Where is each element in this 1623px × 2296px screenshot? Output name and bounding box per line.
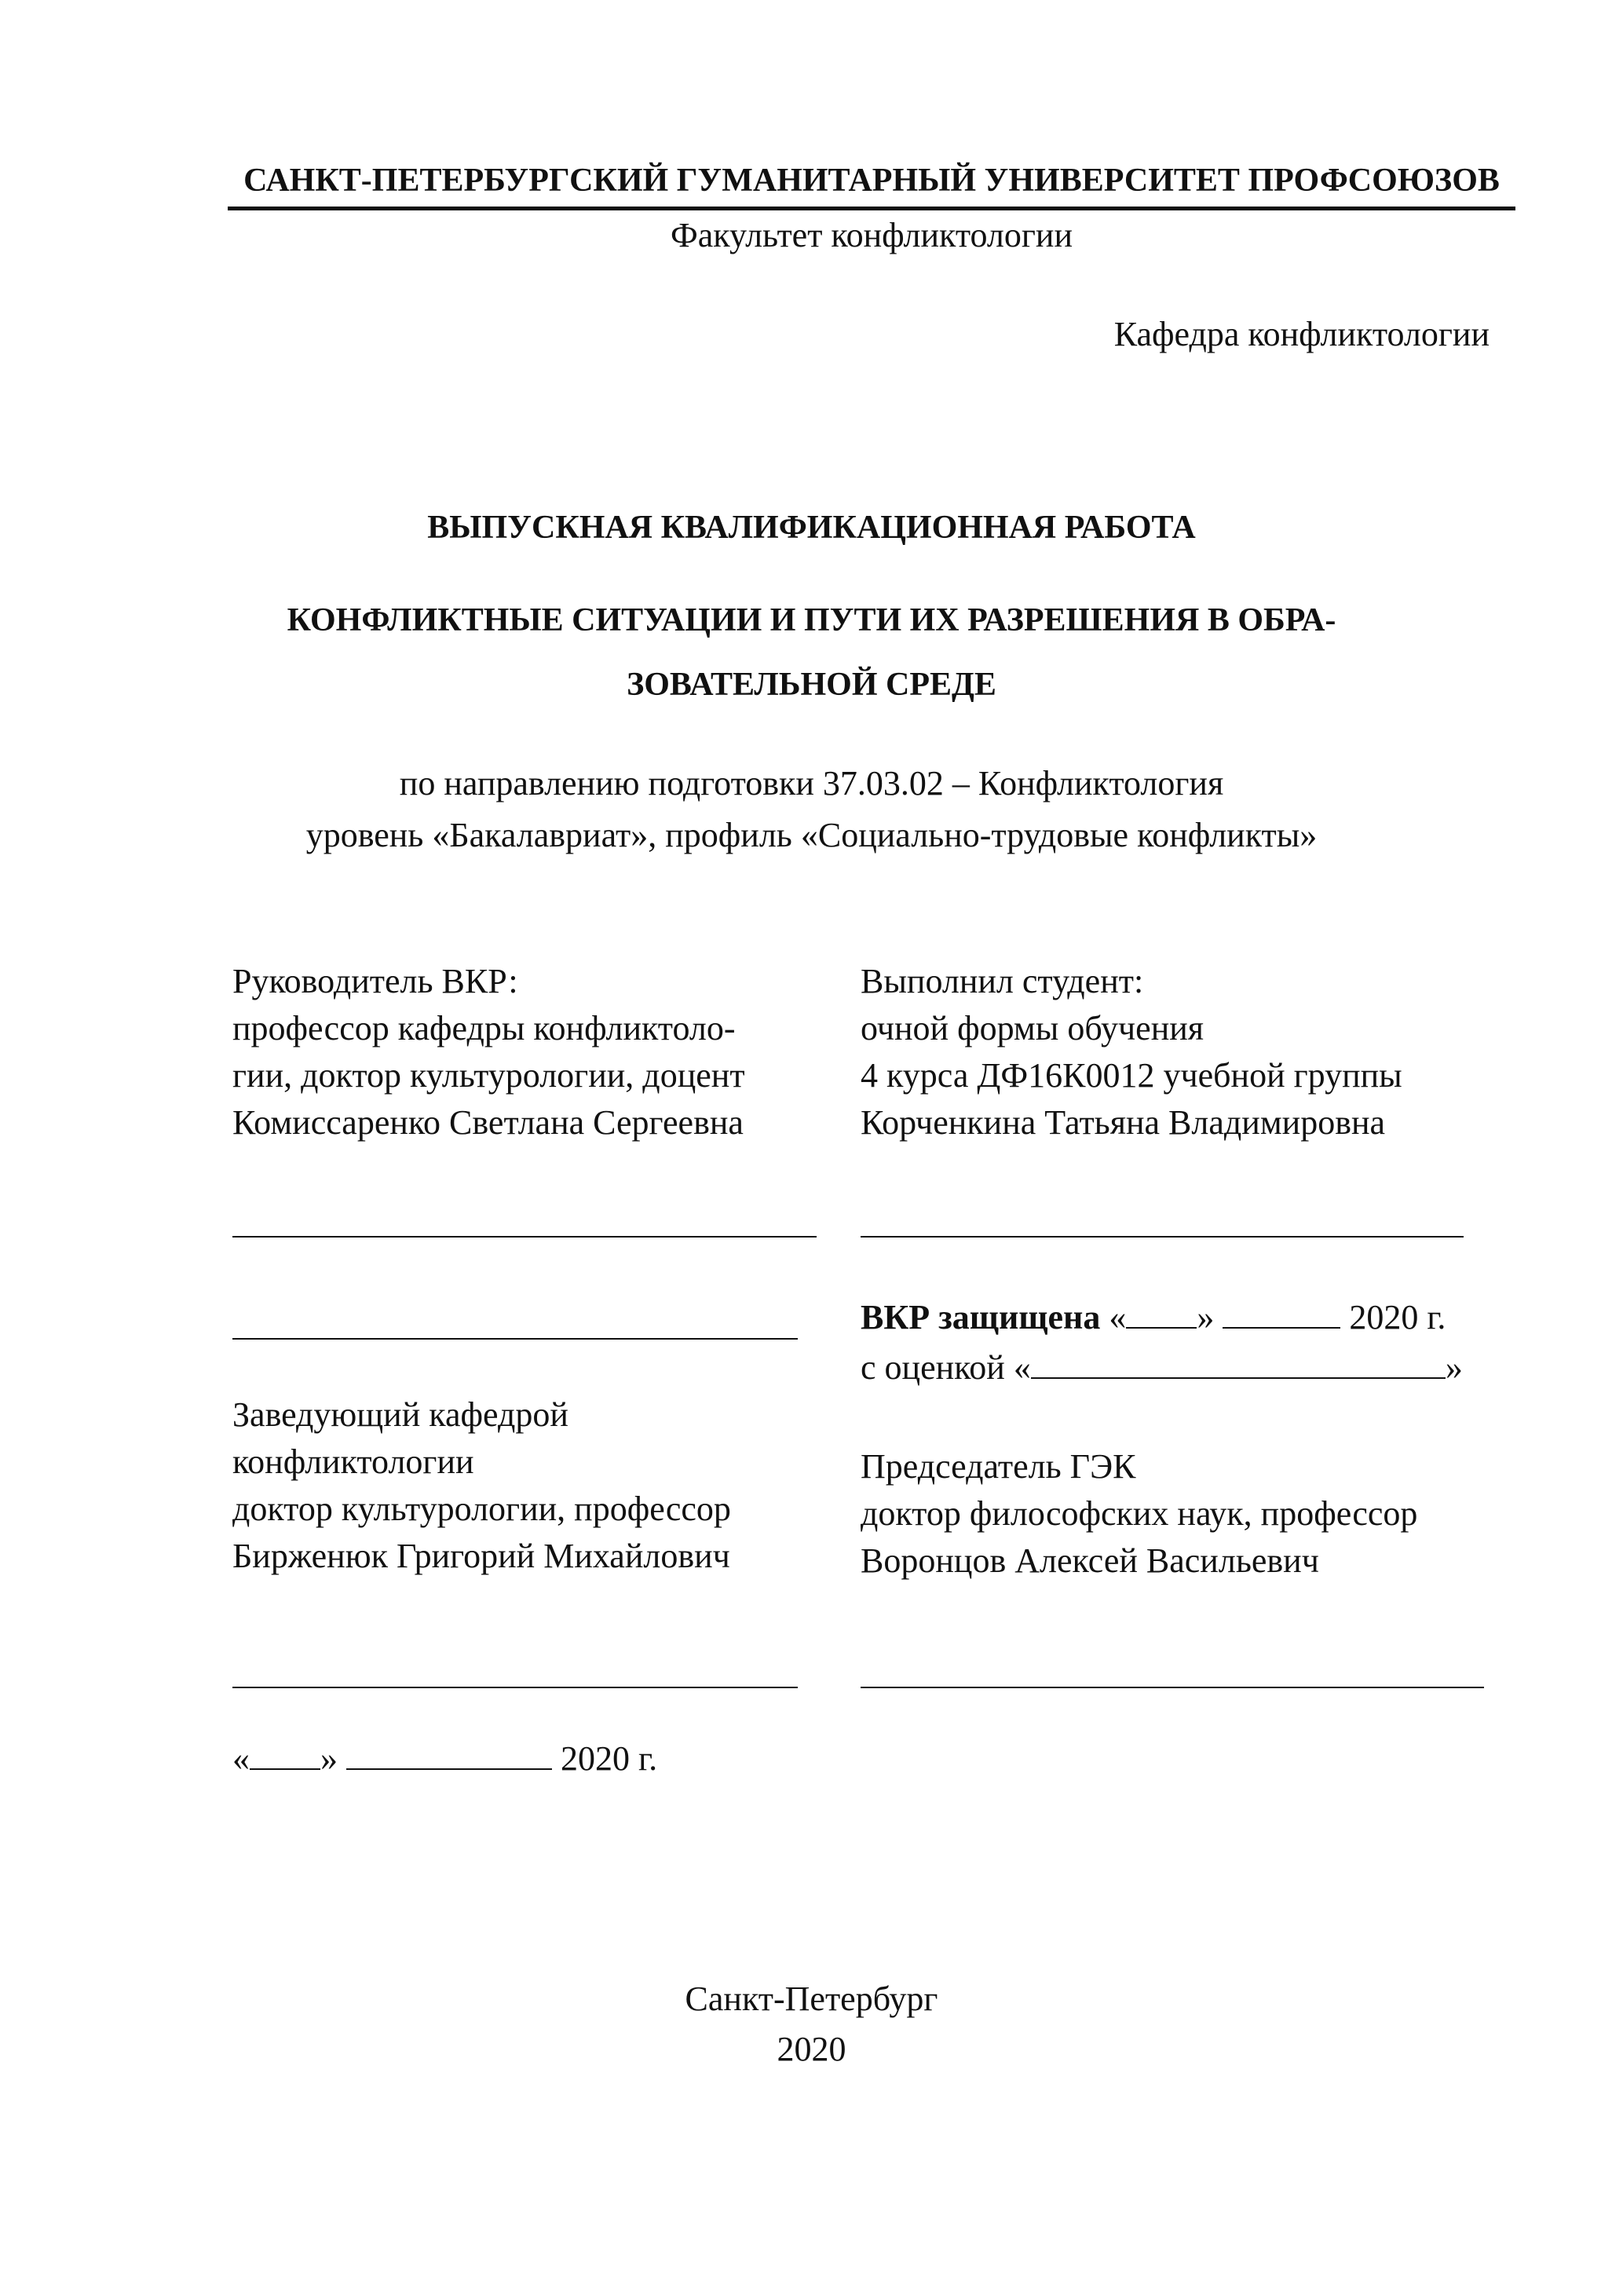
grade-blank (1031, 1377, 1446, 1379)
head-department: конфликтологии (232, 1442, 474, 1481)
defense-date-line (861, 1294, 1446, 1341)
bottom-date-line (232, 1735, 657, 1782)
head-of-department-block (232, 1391, 731, 1580)
defense-grade-line (861, 1344, 1463, 1391)
student-group: 4 курса ДФ16К0012 учебной группы (861, 1056, 1402, 1095)
gek-position: доктор философских наук, профессор (861, 1494, 1418, 1533)
grade-prefix: с оценкой « (861, 1348, 1031, 1387)
faculty-name: Факультет конфликтологии (670, 216, 1073, 254)
student-name: Корченкина Татьяна Владимировна (861, 1103, 1386, 1142)
head-signature-line (232, 1687, 798, 1688)
department-name: Кафедра конфликтологии (1113, 315, 1490, 353)
gek-name: Воронцов Алексей Васильевич (861, 1541, 1319, 1580)
direction-line: по направлению подготовки 37.03.02 – Конфликтология (399, 764, 1224, 803)
supervisor-name: Комиссаренко Светлана Сергеевна (232, 1103, 744, 1142)
head-position: доктор культурологии, профессор (232, 1490, 731, 1528)
level-line: уровень «Бакалавриат», профиль «Социально-трудовые конфликты» (305, 816, 1318, 854)
student-block (861, 958, 1402, 1146)
defense-date-end: 2020 г. (1340, 1298, 1446, 1336)
grade-suffix: » (1445, 1348, 1463, 1387)
supervisor-position-1: профессор кафедры конфликтоло- (232, 1009, 736, 1047)
bottom-date-mid: » (320, 1739, 346, 1778)
student-form: очной формы обучения (861, 1009, 1204, 1047)
defense-date-open: « (1100, 1298, 1127, 1336)
footer-city: Санкт-Петербург (685, 1980, 938, 2018)
document-type: ВЫПУСКНАЯ КВАЛИФИКАЦИОННАЯ РАБОТА (427, 510, 1196, 546)
defense-date-mid: » (1197, 1298, 1223, 1336)
supervisor-signature-line (232, 1236, 817, 1238)
supervisor-label: Руководитель ВКР: (232, 962, 518, 1000)
supervisor-extra-signature-line (232, 1338, 798, 1340)
gek-signature-line (861, 1687, 1484, 1688)
head-name: Бирженюк Григорий Михайлович (232, 1537, 730, 1575)
footer-year: 2020 (777, 2030, 846, 2068)
defense-month-blank (1223, 1326, 1340, 1329)
topic-line-2: ЗОВАТЕЛЬНОЙ СРЕДЕ (627, 667, 996, 703)
supervisor-position-2: гии, доктор культурологии, доцент (232, 1056, 745, 1095)
defense-label: ВКР защищена (861, 1298, 1101, 1336)
university-name: САНКТ-ПЕТЕРБУРГСКИЙ ГУМАНИТАРНЫЙ УНИВЕРСИТЕТ ПРОФСОЮЗОВ (243, 163, 1500, 199)
gek-label: Председатель ГЭК (861, 1447, 1136, 1486)
bottom-month-blank (346, 1768, 552, 1770)
bottom-date-end: 2020 г. (552, 1739, 658, 1778)
defense-day-blank (1126, 1326, 1197, 1329)
topic-line-1: КОНФЛИКТНЫЕ СИТУАЦИИ И ПУТИ ИХ РАЗРЕШЕНИЯ В ОБРА- (287, 602, 1336, 638)
header-rule (228, 207, 1515, 210)
head-label: Заведующий кафедрой (232, 1395, 568, 1434)
student-label: Выполнил студент: (861, 962, 1144, 1000)
supervisor-block (232, 958, 745, 1146)
student-signature-line (861, 1236, 1464, 1238)
gek-chair-block (861, 1443, 1417, 1585)
bottom-date-open: « (232, 1739, 250, 1778)
bottom-day-blank (250, 1768, 320, 1770)
